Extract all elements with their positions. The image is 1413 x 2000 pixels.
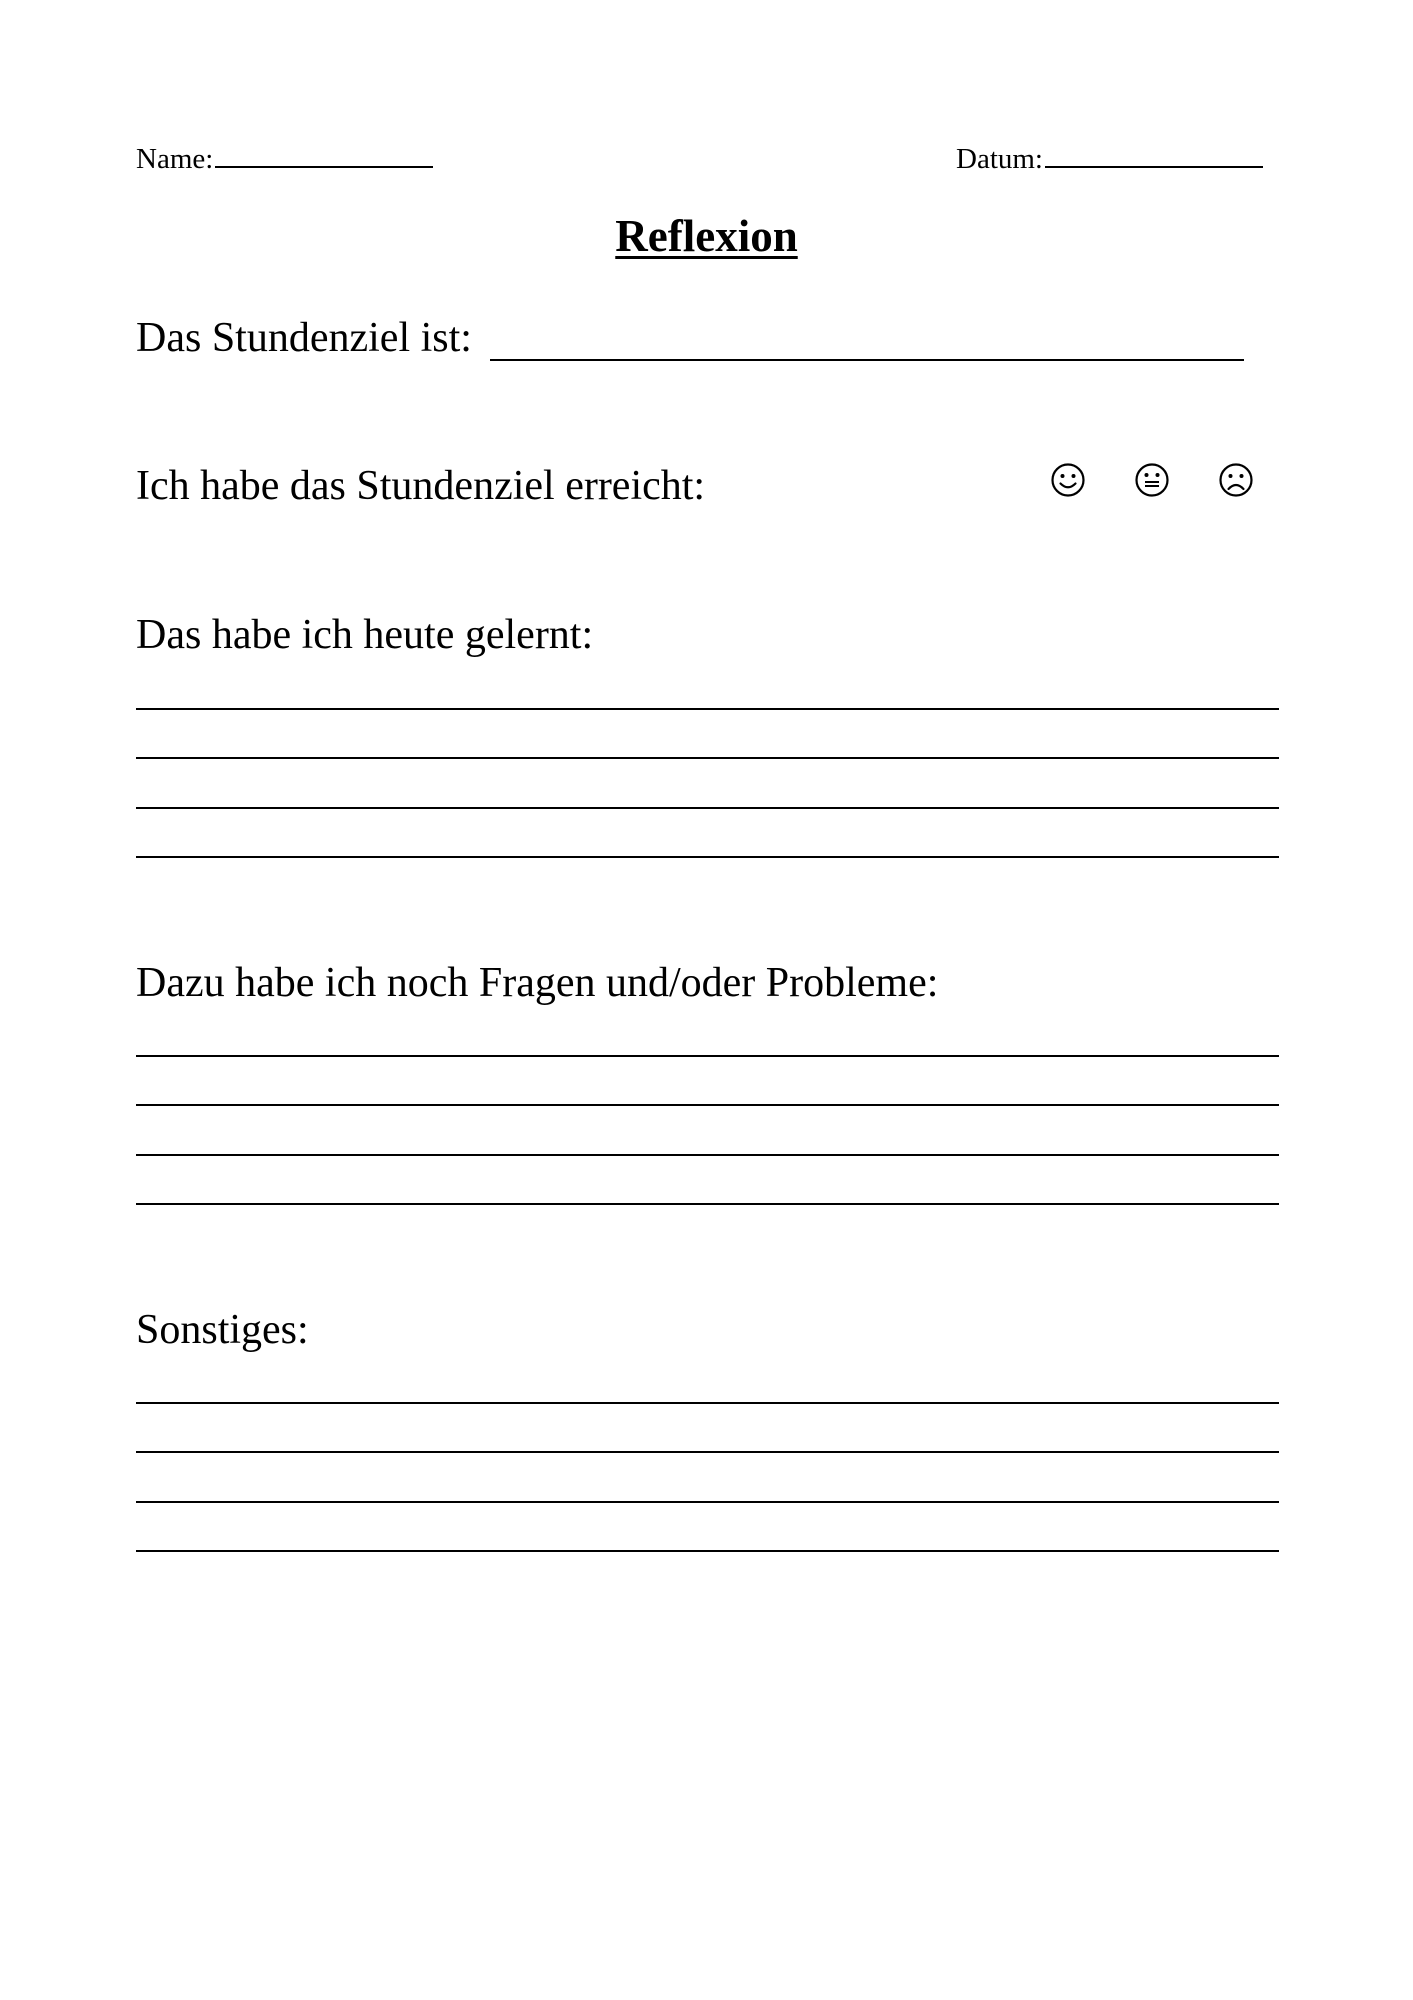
date-blank-line[interactable]	[1045, 136, 1263, 168]
achieved-label: Ich habe das Stundenziel erreicht:	[136, 463, 706, 509]
goal-blank-line[interactable]	[490, 359, 1244, 361]
other-line-4[interactable]	[136, 1550, 1279, 1552]
name-blank-line[interactable]	[215, 136, 433, 168]
name-label: Name:	[136, 143, 214, 175]
learned-label: Das habe ich heute gelernt:	[136, 612, 594, 658]
questions-label: Dazu habe ich noch Fragen und/oder Probleme:	[136, 960, 939, 1006]
other-line-3[interactable]	[136, 1501, 1279, 1503]
happy-face-icon[interactable]	[1050, 462, 1086, 498]
name-field	[136, 136, 433, 177]
learned-line-3[interactable]	[136, 807, 1279, 809]
questions-line-4[interactable]	[136, 1203, 1279, 1205]
questions-line-3[interactable]	[136, 1154, 1279, 1156]
date-field	[956, 136, 1263, 177]
learned-line-4[interactable]	[136, 856, 1279, 858]
questions-line-2[interactable]	[136, 1104, 1279, 1106]
neutral-face-icon[interactable]	[1134, 462, 1170, 498]
learned-line-2[interactable]	[136, 757, 1279, 759]
rating-smileys	[1050, 462, 1298, 510]
questions-line-1[interactable]	[136, 1055, 1279, 1057]
date-label: Datum:	[956, 143, 1043, 175]
other-label: Sonstiges:	[136, 1307, 309, 1353]
sad-face-icon[interactable]	[1218, 462, 1254, 498]
other-line-1[interactable]	[136, 1402, 1279, 1404]
goal-label: Das Stundenziel ist:	[136, 315, 472, 361]
other-line-2[interactable]	[136, 1451, 1279, 1453]
page-title: Reflexion	[615, 211, 798, 261]
learned-line-1[interactable]	[136, 708, 1279, 710]
